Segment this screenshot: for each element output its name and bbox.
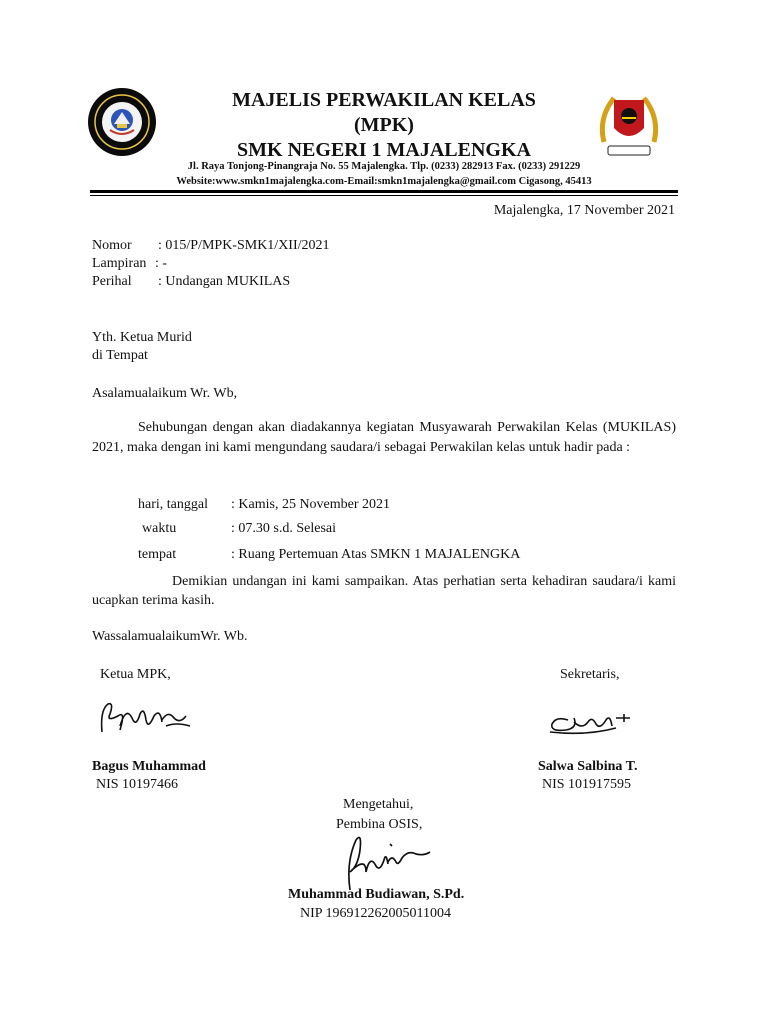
recipient-line-1: Yth. Ketua Murid	[92, 330, 192, 345]
letterhead-subtitle: (MPK)	[354, 114, 414, 136]
recipient-line-2: di Tempat	[92, 348, 148, 363]
letter-date: Majalengka, 17 November 2021	[493, 203, 675, 218]
advisor-role: Pembina OSIS,	[336, 817, 423, 832]
signature-center	[336, 832, 436, 894]
opening-greeting: Asalamualaikum Wr. Wb,	[92, 386, 238, 401]
detail-label-date: hari, tanggal	[138, 497, 208, 512]
detail-value-place: : Ruang Pertemuan Atas SMKN 1 MAJALENGKA	[231, 547, 521, 562]
letterhead-address: Jl. Raya Tonjong-Pinangraja No. 55 Majalengka. Tlp. (0233) 282913 Fax. (0233) 291229	[187, 161, 581, 172]
detail-value-date: : Kamis, 25 November 2021	[231, 497, 391, 512]
lampiran-label: Lampiran	[92, 256, 147, 271]
advisor-id: NIP 196912262005011004	[300, 906, 452, 921]
signer-left-id: NIS 10197466	[96, 777, 179, 792]
lampiran-value: : -	[155, 256, 168, 271]
signature-right	[546, 706, 642, 740]
nomor-value: : 015/P/MPK-SMK1/XII/2021	[158, 238, 330, 253]
signer-left-name: Bagus Muhammad	[92, 759, 206, 774]
closing-paragraph: Demikian undangan ini kami sampaikan. Atas perhatian serta kehadiran saudara/i kami ucapkan terima kasih.	[92, 574, 676, 608]
signer-right-id: NIS 101917595	[542, 777, 632, 792]
closing-greeting: WassalamualaikumWr. Wb.	[92, 629, 248, 644]
body-paragraph: Sehubungan dengan akan diadakannya kegiatan Musyawarah Perwakilan Kelas (MUKILAS) 2021, maka dengan ini kami mengundang saudara/i sebagai Perwakilan kelas untuk hadir pada :	[92, 420, 676, 455]
letterhead-school: SMK NEGERI 1 MAJALENGKA	[237, 139, 531, 161]
letterhead-website: Website:www.smkn1majalengka.com-Email:smkn1majalengka@gmail.com Cigasong, 45413	[176, 176, 592, 187]
nomor-label: Nomor	[92, 238, 132, 253]
header-divider-thin	[90, 195, 678, 196]
detail-value-time: : 07.30 s.d. Selesai	[231, 521, 336, 536]
detail-label-time: waktu	[142, 521, 177, 536]
advisor-name: Muhammad Budiawan, S.Pd.	[288, 887, 465, 902]
signer-right-role: Sekretaris,	[560, 667, 620, 682]
signer-left-role: Ketua MPK,	[100, 667, 171, 682]
acknowledged-label: Mengetahui,	[343, 797, 414, 812]
signer-right-name: Salwa Salbina T.	[538, 759, 638, 774]
perihal-value: : Undangan MUKILAS	[158, 274, 291, 289]
perihal-label: Perihal	[92, 274, 132, 289]
signature-left	[96, 696, 196, 740]
detail-label-place: tempat	[138, 547, 177, 562]
letterhead-title: MAJELIS PERWAKILAN KELAS	[232, 89, 536, 111]
header-divider-thick	[90, 190, 678, 193]
